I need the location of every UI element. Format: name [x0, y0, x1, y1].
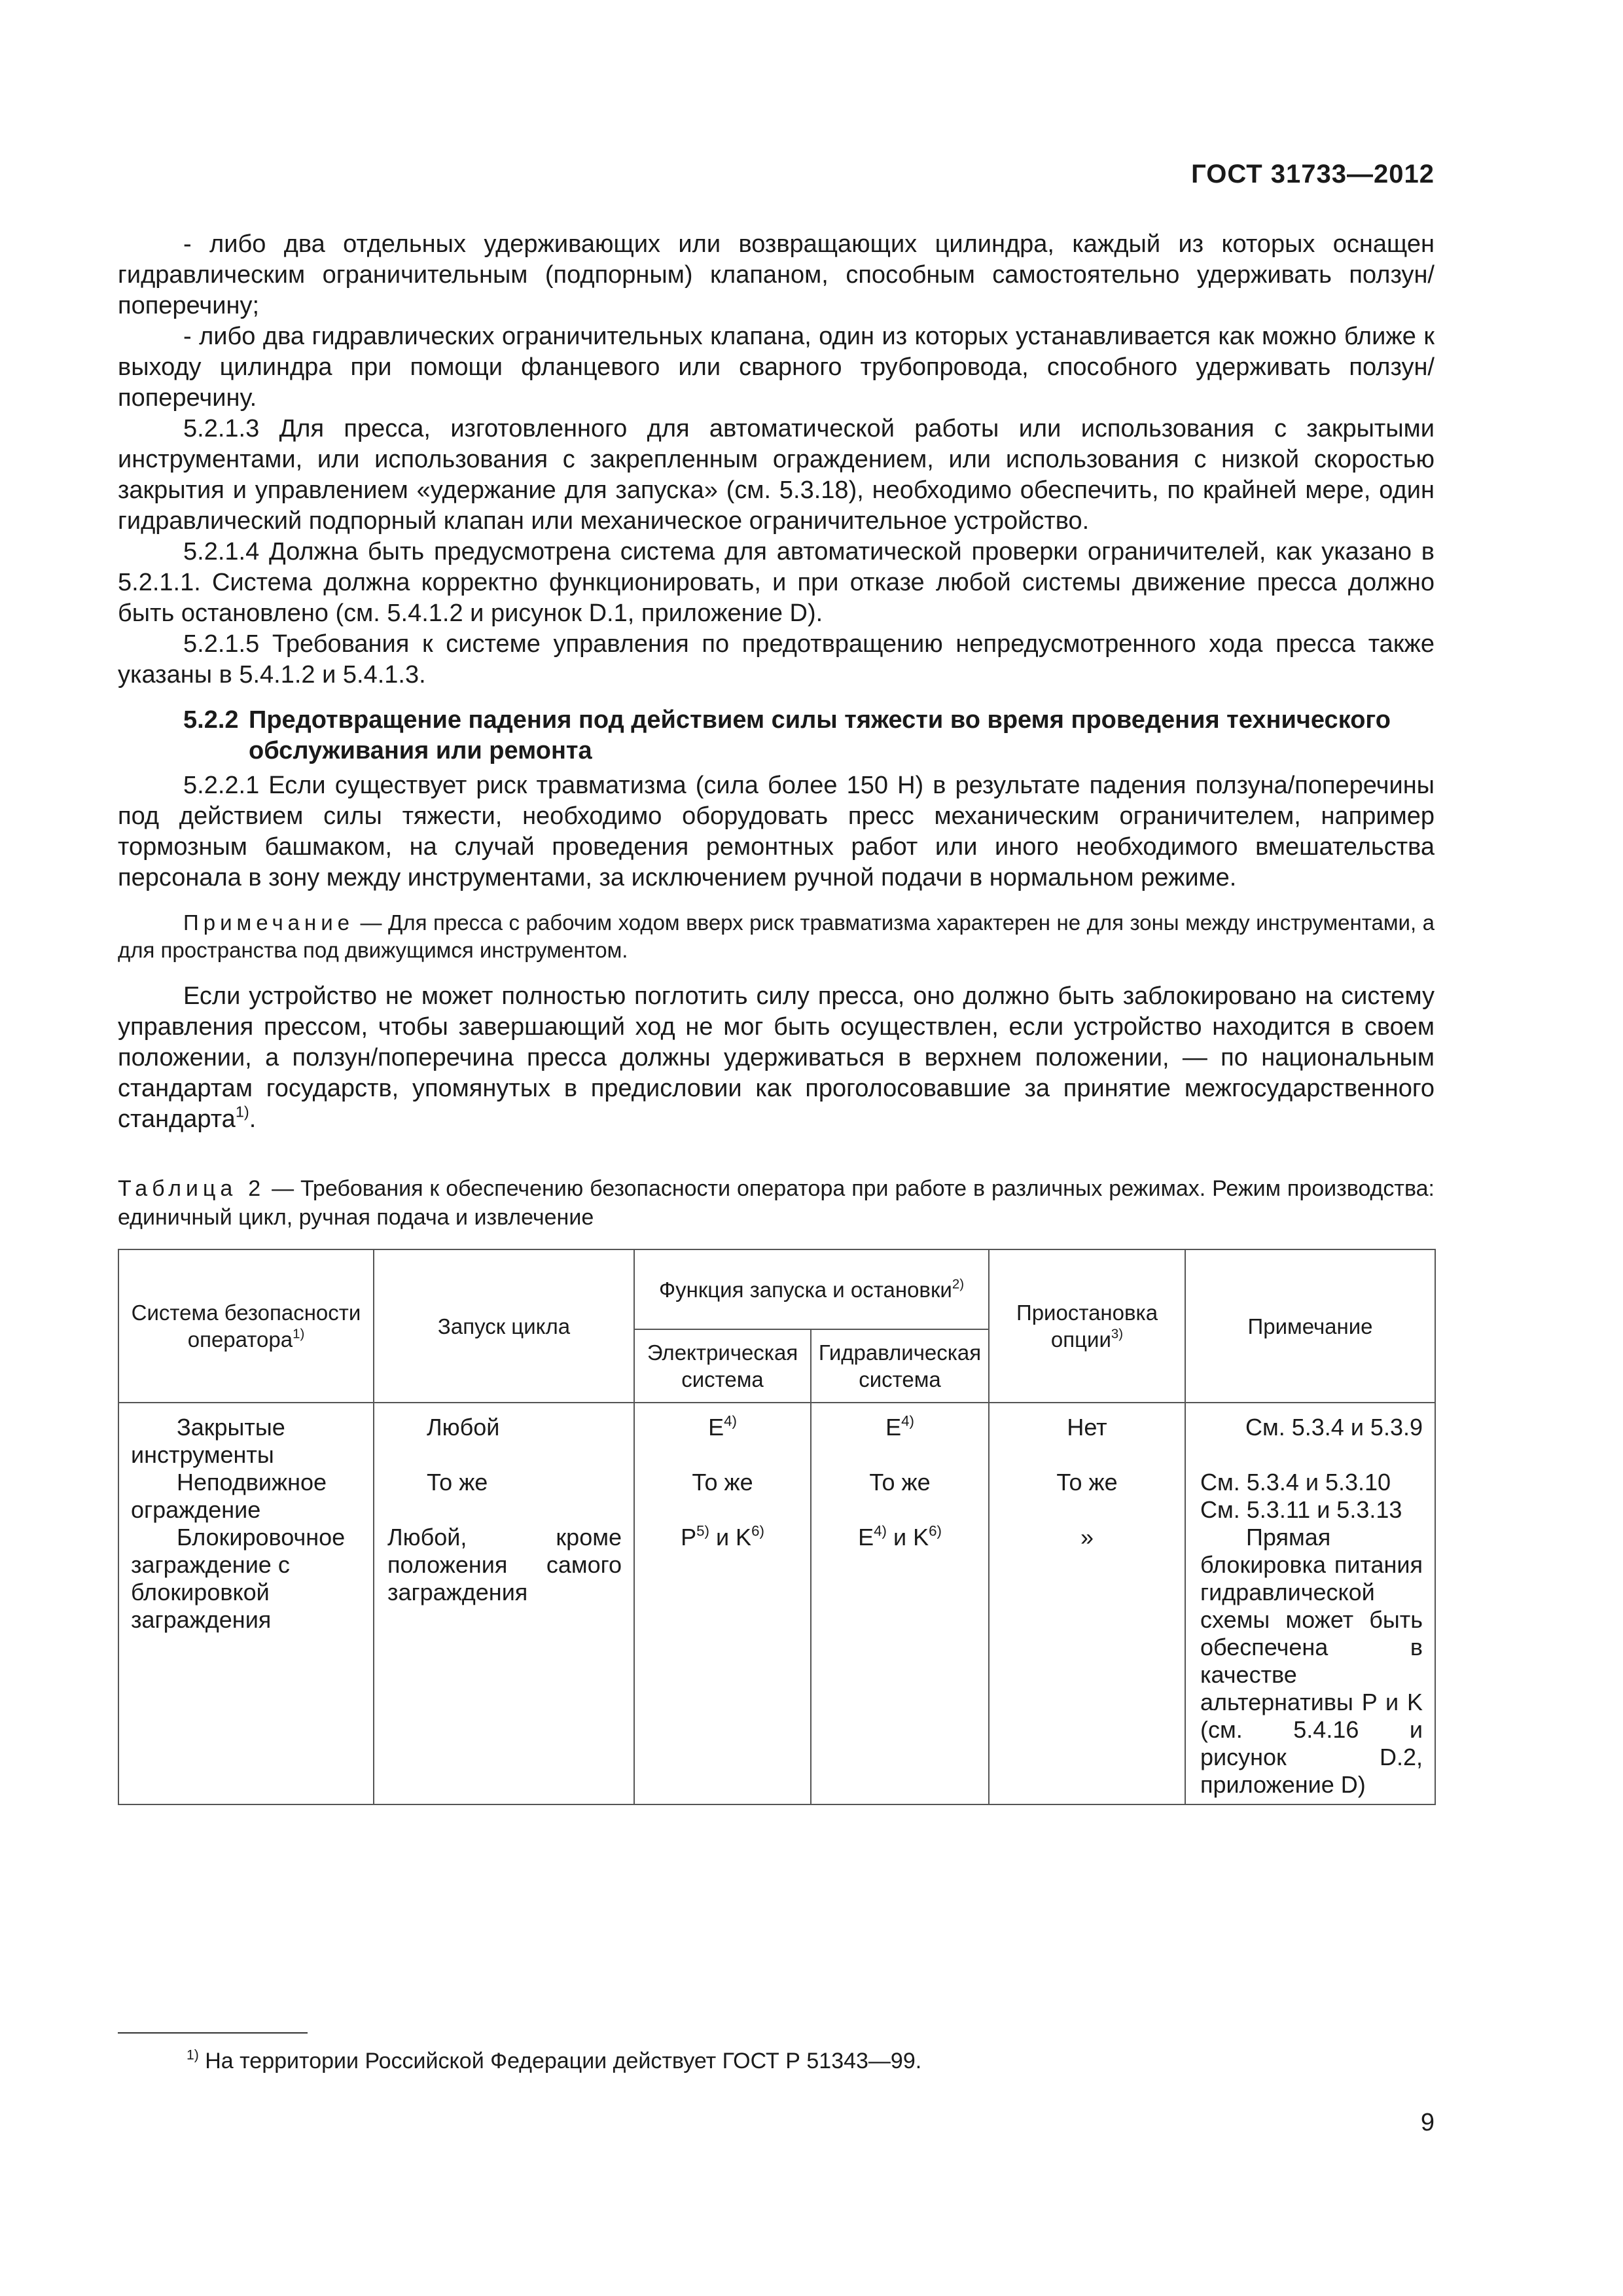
header-electric-system: Электрическая система: [634, 1329, 811, 1403]
cell-cycle-start: Любой То же Любой, кроме положения самого заграждения: [374, 1403, 634, 1804]
header-hydraulic-system: Гидравлическая система: [811, 1329, 989, 1403]
cell-operator-system: Закрытые инструменты Неподвижное ограждение Блокировочное заграждение с блокировкой заграждения: [118, 1403, 374, 1804]
footnote-divider: [118, 2032, 308, 2034]
page-number: 9: [1420, 2109, 1435, 2136]
paragraph-cylinders: - либо два отдельных удерживающих или возвращающих цилиндра, каждый из которых оснащен гидравлическим ограничительным (подпорным) клапаном, способным самостоятельно удерживать ползун/поперечину;: [118, 230, 1435, 319]
section-number: 5.2.2: [183, 706, 239, 734]
paragraph-valves: - либо два гидравлических ограничительных клапана, один из которых устанавливается как можно ближе к выходу цилиндра при помощи фланцевого или сварного трубопровода, способного удерживать ползун/поперечину.: [118, 323, 1435, 412]
footnote-ref: 1): [235, 1103, 249, 1121]
header-pause-option: Приостановка опции$^{3)}$: [989, 1249, 1185, 1403]
table-row: [118, 1403, 1435, 1804]
cell-pause-option: Нет То же »: [989, 1403, 1185, 1804]
section-title: Предотвращение падения под действием силы тяжести во время проведения технического обслуживания или ремонта: [249, 706, 1391, 764]
header-cycle-start: Запуск цикла: [374, 1249, 634, 1403]
cell-electric-system: $E^{4)}$ То же $P^{5)}$ и $K^{6)}$: [634, 1403, 811, 1804]
footnote-mark: 1): [187, 2047, 199, 2063]
paragraph-5-2-1-5: 5.2.1.5 Требования к системе управления по предотвращению непредусмотренного хода пресса также указаны в 5.4.1.2 и 5.4.1.3.: [118, 630, 1435, 689]
document-header: ГОСТ 31733—2012: [1191, 160, 1435, 188]
note: [118, 909, 1435, 964]
cell-hydraulic-system: $E^{4)}$ То же $E^{4)}$ и $K^{6)}$: [811, 1403, 989, 1804]
paragraph-blocking: [118, 981, 1435, 1135]
footnote-text: На территории Российской Федерации действует ГОСТ Р 51343—99.: [198, 2049, 922, 2073]
requirements-table: [118, 1249, 1436, 1805]
paragraph-5-2-1-3: 5.2.1.3 Для пресса, изготовленного для автоматической работы или использования с закрытыми инструментами, или использования с закрепленным ограждением, или использования с низкой скоростью закрытия и управлением «удержание для запуска» (см. 5.3.18), необходимо обеспечить, по крайней мере, один гидравлический подпорный клапан или механическое ограничительное устройство.: [118, 415, 1435, 535]
header-note: Примечание: [1185, 1249, 1435, 1403]
paragraph-5-2-1-4: 5.2.1.4 Должна быть предусмотрена система для автоматической проверки ограничителей, как указано в 5.2.1.1. Система должна корректно функционировать, и при отказе любой системы движение пресса должно быть остановлено (см. 5.4.1.2 и рисунок D.1, приложение D).: [118, 538, 1435, 627]
cell-note: См. 5.3.4 и 5.3.9 См. 5.3.4 и 5.3.10 См. 5.3.11 и 5.3.13 Прямая блокировка питания гидравлической схемы может быть обеспечена в качестве альтернативы P и K (см. 5.4.16 и рисунок D.2, приложение D): [1185, 1403, 1435, 1804]
note-text: — Для пресса с рабочим ходом вверх риск травматизма характерен не для зоны между инструментами, а для пространства под движущимся инструментом.: [118, 910, 1435, 962]
note-label: Примечание: [183, 910, 355, 935]
table-caption-text: — Требования к обеспечению безопасности оператора при работе в различных режимах. Режим производства: единичный цикл, ручная подача и извлечение: [118, 1176, 1435, 1230]
footnote: [187, 2047, 921, 2075]
paragraph-5-2-2-1: 5.2.2.1 Если существует риск травматизма (сила более 150 Н) в результате падения ползуна/поперечины под действием силы тяжести, необходимо оборудовать пресс механическим ограничителем, например тормозным башмаком, на случай проведения ремонтных работ или иного необходимого вмешательства персонала в зону между инструментами, за исключением ручной подачи в нормальном режиме.: [118, 772, 1435, 891]
paragraph-blocking-end: .: [249, 1105, 257, 1133]
table-caption: [118, 1174, 1435, 1232]
section-heading-5-2-2: [118, 705, 1435, 766]
page-body: [118, 229, 1435, 1805]
table-caption-label: Таблица 2: [118, 1176, 266, 1201]
header-start-stop-function: Функция запуска и остановки$^{2)}$: [634, 1249, 989, 1329]
paragraph-blocking-text: Если устройство не может полностью поглотить силу пресса, оно должно быть заблокировано на систему управления прессом, чтобы завершающий ход не мог быть осуществлен, если устройство находится в своем положении, а ползун/поперечина пресса должны удерживаться в верхнем положении, — по национальным стандартам государств, упомянутых в предисловии как проголосовавшие за принятие межгосударственного стандарта: [118, 982, 1435, 1133]
header-operator-system: Система безопасности оператора$^{1)}$: [118, 1249, 374, 1403]
